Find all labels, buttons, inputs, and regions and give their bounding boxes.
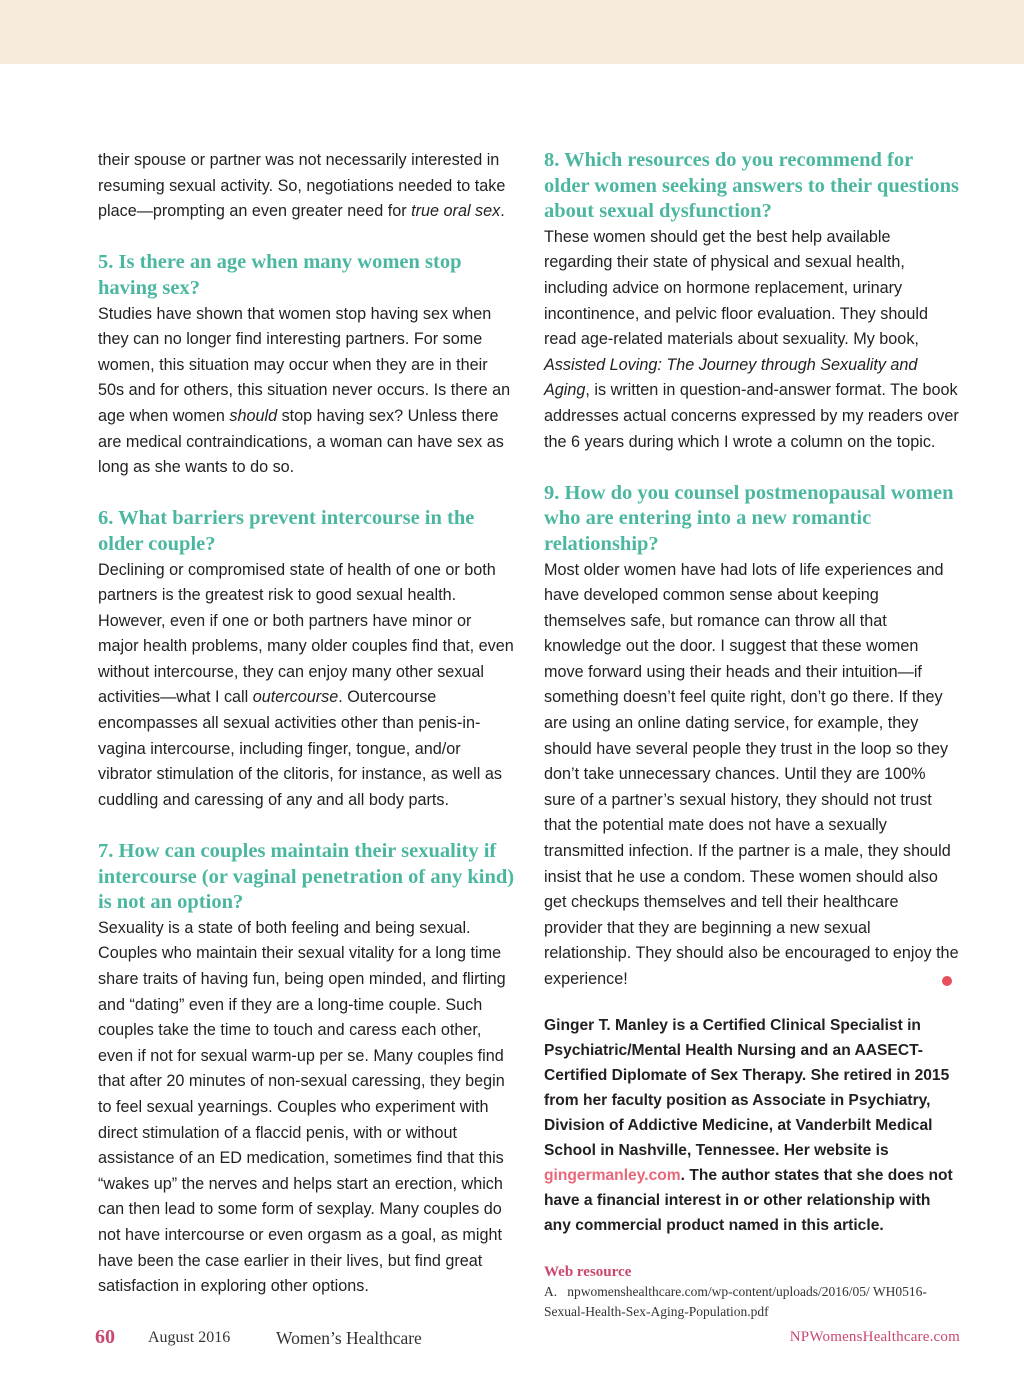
- bio-text-b: . The author states that she does not have a financial interest in or other relationship with any commercial product named in this article.: [544, 1166, 953, 1234]
- question-5-answer: [98, 302, 516, 481]
- intro-end: .: [500, 202, 505, 221]
- footer-website[interactable]: NPWomensHealthcare.com: [789, 1329, 960, 1345]
- author-website-link[interactable]: gingermanley.com: [544, 1166, 681, 1184]
- q5-text-a: Studies have shown that women stop having sex when they can no longer find interesting partners. For some women, this situation may occur when they are in their 50s and for others, this situation never occurs. Is there an age when women: [98, 304, 511, 425]
- book-title: Assisted Loving: The Journey through Sexuality and Aging: [544, 355, 918, 400]
- intro-paragraph: [98, 148, 516, 225]
- q8-text-a: These women should get the best help available regarding their state of physical and sexual health, including advice on hormone replacement, urinary incontinence, and pelvic floor evaluation. They should read age-related materials about sexuality. My book,: [544, 227, 928, 349]
- issue-date: August 2016: [148, 1329, 231, 1346]
- bio-text-a: Ginger T. Manley is a Certified Clinical Specialist in Psychiatric/Mental Health Nursing and an AASECT-Certified Diplomate of Sex Therapy. She retired in 2015 from her faculty position as Associate in Psychiatry, Division of Addictive Medicine, at Vanderbilt Medical School in Nashville, Tennessee. Her website is: [544, 1016, 950, 1159]
- question-9-answer: [544, 558, 960, 993]
- intro-text: their spouse or partner was not necessarily interested in resuming sexual activity. So, negotiations needed to take place—prompting an even greater need for: [98, 151, 506, 221]
- page-footer: [0, 1326, 1024, 1350]
- top-band: [0, 0, 1024, 64]
- q9-text: Most older women have had lots of life experiences and have developed common sense about keeping themselves safe, but romance can throw all that knowledge out the door. I suggest that these women move forward using their heads and their intuition—if something doesn’t feel quite right, don’t go there. If they are using an online dating service, for example, they should have several people they trust in the loop so they don’t take unnecessary chances. Until they are 100% sure of a partner’s sexual history, they should not trust that the potential mate does not have a sexually transmitted infection. If the partner is a male, they should insist that he use a condom. These women should also get checkups themselves and tell their healthcare provider that they are beginning a new sexual relationship. They should also be encouraged to enjoy the experience!: [544, 560, 959, 988]
- q5-text-b: stop having sex? Unless there are medical contraindications, a woman can have sex as long as she wants to do so.: [98, 406, 504, 477]
- q6-text-a: Declining or compromised state of health of one or both partners is the greatest risk to good sexual health. However, even if one or both partners have minor or major health problems, many older couples find that, even without intercourse, they can enjoy many other sexual activities—what I call: [98, 560, 514, 707]
- question-5-heading: 5. Is there an age when many women stop having sex?: [98, 251, 462, 299]
- author-bio: [544, 1013, 960, 1238]
- end-of-article-dot-icon: [942, 976, 952, 986]
- right-column: [544, 148, 960, 1322]
- intro-emphasis: true oral sex: [411, 202, 501, 221]
- left-column: [98, 148, 516, 1300]
- q8-text-b: , is written in question-and-answer format. The book addresses actual concerns expressed by my readers over the 6 years during which I wrote a column on the topic.: [544, 381, 959, 451]
- q6-emphasis: outercourse: [252, 688, 339, 707]
- web-resource-title: Web resource: [544, 1263, 632, 1280]
- question-9-heading: 9. How do you counsel postmenopausal women who are entering into a new romantic relationship?: [544, 481, 954, 555]
- q5-emphasis: should: [229, 406, 278, 425]
- question-8-answer: [544, 225, 960, 455]
- magazine-name: Women’s Healthcare: [276, 1328, 422, 1348]
- page-number: 60: [95, 1326, 115, 1348]
- question-8-heading: 8. Which resources do you recommend for older women seeking answers to their questions about sexual dysfunction?: [544, 149, 959, 223]
- question-7-heading: 7. How can couples maintain their sexuality if intercourse (or vaginal penetration of any kind) is not an option?: [98, 840, 515, 914]
- q6-text-b: . Outercourse encompasses all sexual activities other than penis-in-vagina intercourse, including finger, tongue, and/or vibrator stimulation of the clitoris, for instance, as well as cuddling and caressing of any and all body parts.: [98, 688, 502, 809]
- question-7-answer: Sexuality is a state of both feeling and being sexual. Couples who maintain their sexual vitality for a long time share traits of having fun, being open minded, and flirting and “dating” even if they are a long-time couple. Such couples take the time to touch and caress each other, even if not for sexual warm-up per se. Many couples find that after 20 minutes of non-sexual caressing, they begin to feel sexual yearnings. Couples who experiment with direct stimulation of a flaccid penis, with or without assistance of an ED medication, sometimes find that this “wakes up” the nerves and helps start an erection, which can then lead to some form of sexplay. Many couples do not have intercourse or even orgasm as a goal, as might have been the case earlier in their lives, but find great satisfaction in exploring other options.: [98, 918, 506, 1296]
- web-resource-link[interactable]: A. npwomenshealthcare.com/wp-content/uploads/2016/05/ WH0516-Sexual-Health-Sex-Aging-Population.pdf: [544, 1283, 927, 1319]
- question-6-heading: 6. What barriers prevent intercourse in the older couple?: [98, 507, 475, 555]
- question-6-answer: [98, 558, 516, 814]
